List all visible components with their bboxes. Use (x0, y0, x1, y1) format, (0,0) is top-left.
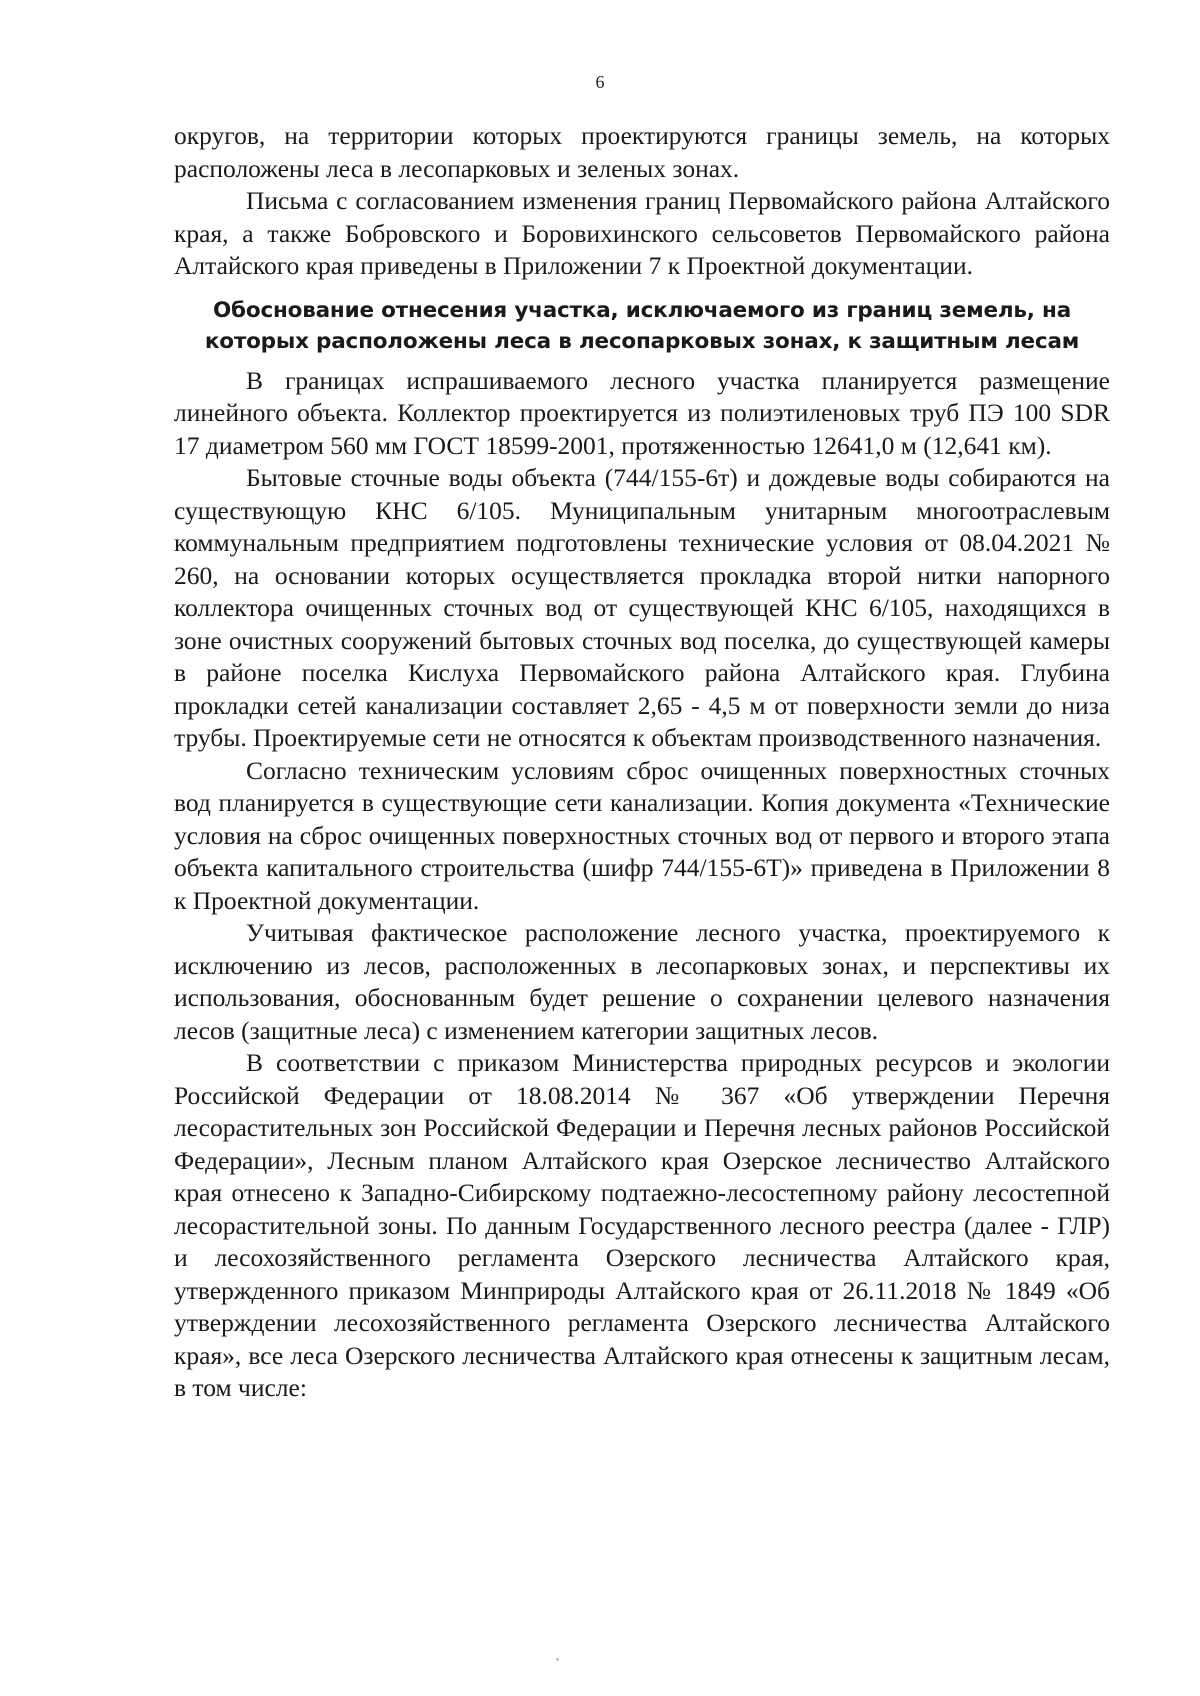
paragraph-continuation: округов, на территории которых проектируются границы земель, на которых расположены леса в лесопарковых и зеленых зонах. (174, 121, 1110, 183)
paragraph-technical-conditions: Согласно техническим условиям сброс очищенных поверхностных сточных вод планируется в существующие сети канализации. Копия документа «Технические условия на сброс очищенных поверхностных сточных вод от первого и второго этапа объекта капитального строительства (шифр 744/155-6Т)» приведена в Приложении 8 к Проектной документации. (174, 755, 1110, 915)
paragraph-ministry-order: В соответствии с приказом Министерства природных ресурсов и экологии Российской Федерации от 18.08.2014 № 367 «Об утверждении Перечня лесорастительных зон Российской Федерации и Перечня лесных районов Российской Федерации», Лесным планом Алтайского края Озерское лесничество Алтайского края отнесено к Западно-Сибирскому подтаежно-лесостепному району лесостепной лесорастительной зоны. По данным Государственного лесного реестра (далее - ГЛР) и лесохозяйственного регламента Озерского лесничества Алтайского края, утвержденного приказом Минприроды Алтайского края от 26.11.2018 № 1849 «Об утверждении лесохозяйственного регламента Озерского лесничества Алтайского края», все леса Озерского лесничества Алтайского края отнесены к защитным лесам, в том числе: (174, 1048, 1110, 1402)
section-heading-line-2: которых расположены леса в лесопарковых зонах, к защитным лесам (204, 328, 1080, 354)
paragraph-forest-purpose: Учитывая фактическое расположение лесного участка, проектируемого к исключению из лесов, расположенных в лесопарковых зонах, и перспективы их использования, обоснованным будет решение о сохранении целевого назначения лесов (защитные леса) с изменением категории защитных лесов. (174, 918, 1110, 1045)
section-heading (174, 295, 1110, 357)
paragraph-letters-agreement: Письма с согласованием изменения границ Первомайского района Алтайского края, а также Бобровского и Боровихинского сельсоветов Первомайского района Алтайского края приведены в Приложении 7 к Проектной документации. (174, 186, 1110, 280)
page-number: 6 (595, 72, 605, 92)
scan-artifact-dot (556, 1658, 559, 1661)
paragraph-linear-object: В границах испрашиваемого лесного участка планируется размещение линейного объекта. Коллектор проектируется из полиэтиленовых труб ПЭ 100 SDR 17 диаметром 560 мм ГОСТ 18599-2001, протяженностью 12641,0 м (12,641 км). (174, 365, 1110, 460)
paragraph-sewage-waters: Бытовые сточные воды объекта (744/155-6т) и дождевые воды собираются на существующую КНС 6/105. Муниципальным унитарным многоотраслевым коммунальным предприятием подготовлены технические условия от 08.04.2021 № 260, на основании которых осуществляется прокладка второй нитки напорного коллектора очищенных сточных вод от существующей КНС 6/105, находящихся в зоне очистных сооружений бытовых сточных вод поселка, до существующей камеры в районе поселка Кислуха Первомайского района Алтайского края. Глубина прокладки сетей канализации составляет 2,65 - 4,5 м от поверхности земли до низа трубы. Проектируемые сети не относятся к объектам производственного назначения. (174, 463, 1110, 752)
section-heading-line-1: Обоснование отнесения участка, исключаемого из границ земель, на (212, 297, 1071, 323)
document-body (174, 120, 1110, 1405)
